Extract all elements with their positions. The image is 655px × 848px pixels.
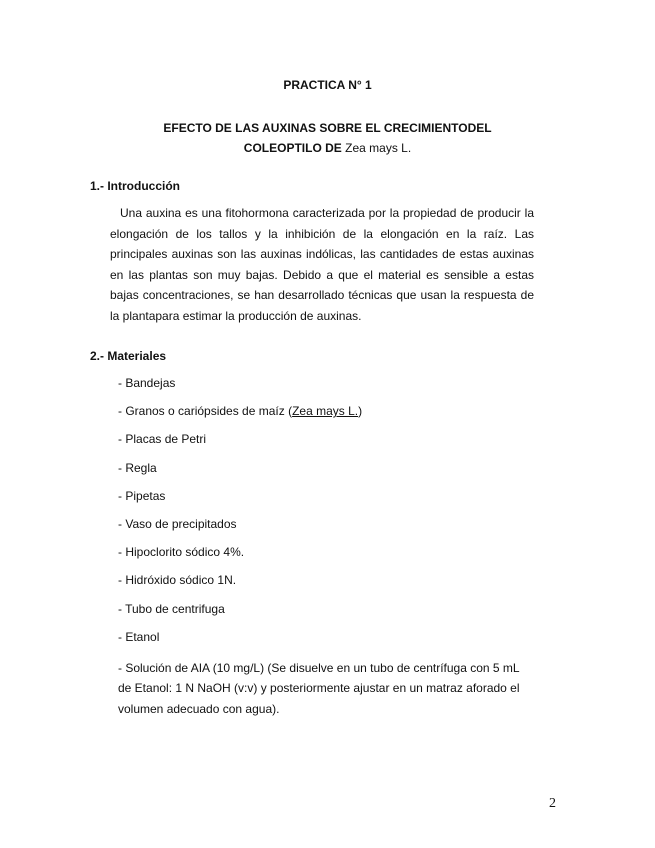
subtitle-line-2 — [0, 138, 655, 158]
material-item — [118, 432, 536, 460]
dash: - — [118, 601, 122, 616]
material-label: Tubo de centrifuga — [125, 601, 225, 616]
grain-species: Zea mays L. — [292, 404, 359, 419]
material-item — [118, 602, 536, 630]
dash: - — [118, 460, 122, 475]
subtitle-species: Zea mays L. — [345, 141, 412, 155]
material-label: Etanol — [125, 629, 160, 644]
grain-prefix: - Granos o cariópsides de maíz ( — [118, 404, 293, 419]
material-label: Hipoclorito sódico 4%. — [125, 545, 245, 560]
material-item — [118, 461, 536, 489]
materials-heading: 2.- Materiales — [90, 349, 167, 363]
material-item: - Bandejas — [118, 376, 176, 390]
material-item-solution — [118, 658, 536, 720]
solution-line-1: - Solución de AIA (10 mg/L) (Se disuelve en un tubo de centrífuga con 5 mL — [118, 660, 520, 675]
intro-paragraph: Una auxina es una fitohormona caracterizada por la propiedad de producir la elongación de los tallos y la inhibición de la elongación en la raíz. Las principales auxinas son las auxinas indólicas, las cantidades de estas auxinas en las plantas son muy bajas. Debido a que el material es sensible a estas bajas concentraciones, se han desarrollado técnicas que usan la respuesta de la plantapara estimar la producción de auxinas. — [110, 206, 534, 323]
practice-subtitle — [0, 118, 655, 158]
material-label: Regla — [125, 460, 157, 475]
material-item — [118, 545, 536, 573]
material-label: Hidróxido sódico 1N. — [125, 573, 237, 588]
grain-suffix: ) — [358, 404, 363, 419]
dash: - — [118, 573, 122, 588]
dash: - — [118, 488, 122, 503]
material-label: Vaso de precipitados — [125, 516, 237, 531]
material-label: Pipetas — [125, 488, 166, 503]
intro-heading: 1.- Introducción — [90, 179, 180, 193]
material-label: Placas de Petri — [125, 432, 207, 447]
solution-line-3: volumen adecuado con agua). — [118, 701, 280, 716]
material-item — [118, 404, 536, 432]
dash: - — [118, 545, 122, 560]
dash: - — [118, 629, 122, 644]
practice-title: PRACTICA N° 1 — [283, 78, 372, 92]
material-item — [118, 573, 536, 601]
materials-list — [118, 376, 536, 719]
material-item — [118, 517, 536, 545]
dash: - — [118, 432, 122, 447]
page-number: 2 — [549, 796, 556, 811]
material-item — [118, 630, 536, 658]
solution-line-2: de Etanol: 1 N NaOH (v:v) y posteriormente ajustar en un matraz aforado el — [118, 681, 520, 696]
subtitle-line-1: EFECTO DE LAS AUXINAS SOBRE EL CRECIMIENTODEL — [163, 121, 492, 135]
dash: - — [118, 516, 122, 531]
material-item — [118, 489, 536, 517]
subtitle-line-2-bold: COLEOPTILO DE — [243, 141, 342, 155]
